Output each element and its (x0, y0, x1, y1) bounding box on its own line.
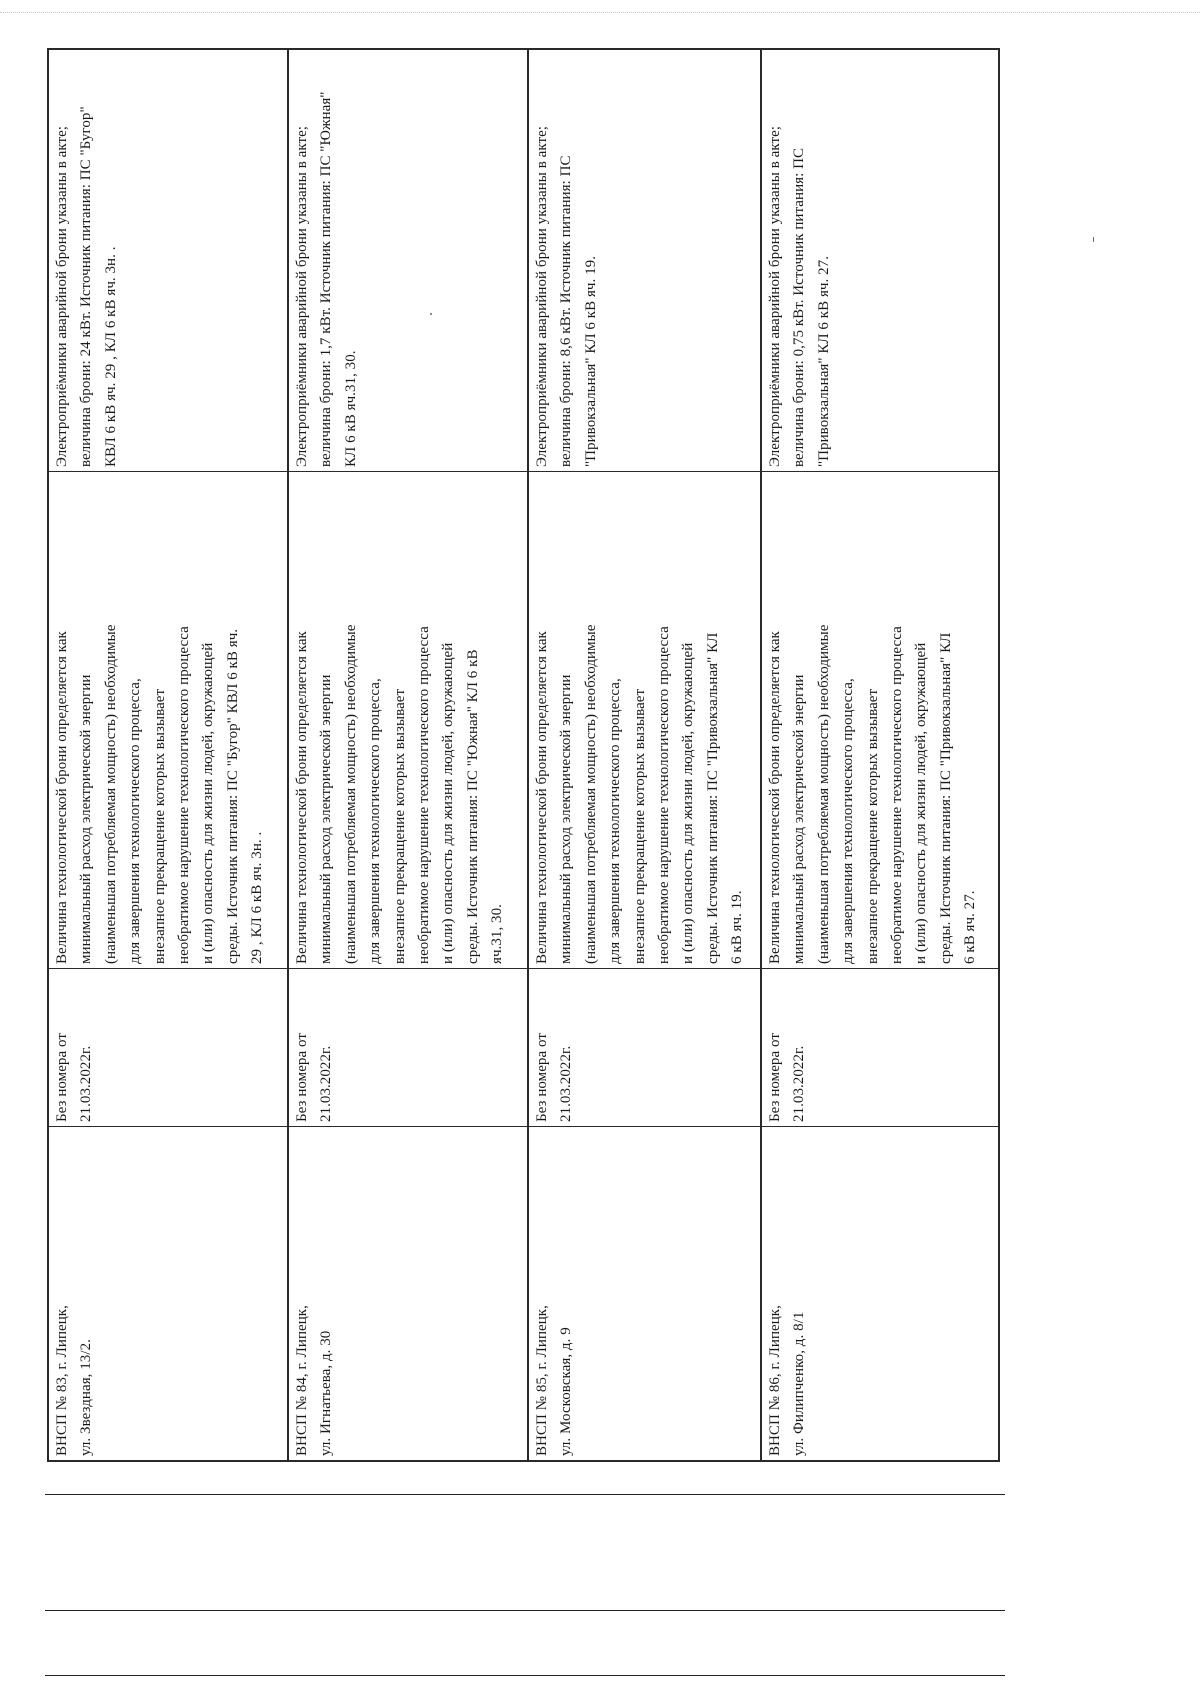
tech-reserve-text: Величина технологической брони определяется как минимальный расход электрической энергии (наименьшая потребляемая мощность) необходимые для завершения технологического процесса, внезапное прекращение которых вызывает необратимое нарушение технологического процесса и (или) опасность для жизни людей, окружающей среды. Источник питания: ПС "Бугор" КВЛ 6 кВ яч. 29 , КЛ 6 кВ яч. 3н. . (54, 624, 266, 964)
scan-edge-line (0, 12, 1200, 13)
signature-line (45, 1675, 1005, 1676)
object-cell (289, 1126, 527, 1460)
table-row (529, 50, 760, 1460)
act-text: Без номера от 21.03.2022г. (767, 1033, 808, 1122)
emergency-reserve-text: Электроприёмники аварийной брони указаны в акте; величина брони: 1,7 кВт. Источник питания: ПС "Южная" КЛ 6 кВ яч.31, 30. (294, 91, 359, 467)
act-cell (529, 968, 760, 1126)
object-cell (762, 1126, 998, 1460)
act-text: Без номера от 21.03.2022г. (54, 1033, 95, 1122)
scan-speck (1093, 237, 1094, 242)
tech-reserve-text: Величина технологической брони определяется как минимальный расход электрической энергии (наименьшая потребляемая мощность) необходимые для завершения технологического процесса, внезапное прекращение которых вызывает необратимое нарушение технологического процесса и (или) опасность для жизни людей, окружающей среды. Источник питания: ПС "Привокзальная" КЛ 6 кВ яч. 19. (534, 624, 746, 964)
act-cell (49, 968, 287, 1126)
scan-speck (430, 313, 432, 315)
act-cell (762, 968, 998, 1126)
act-cell (289, 968, 527, 1126)
emergency-reserve-text: Электроприёмники аварийной брони указаны в акте; величина брони: 8,6 кВт. Источник питания: ПС "Привокзальная" КЛ 6 кВ яч. 19. (534, 125, 599, 467)
emergency-reserve-cell (762, 50, 998, 471)
object-cell (529, 1126, 760, 1460)
table-row (289, 50, 527, 1460)
object-cell (49, 1126, 287, 1460)
object-text: ВНСП № 85, г. Липецк, ул. Московская, д. 9 (534, 1305, 575, 1456)
tech-reserve-text: Величина технологической брони определяется как минимальный расход электрической энергии (наименьшая потребляемая мощность) необходимые для завершения технологического процесса, внезапное прекращение которых вызывает необратимое нарушение технологического процесса и (или) опасность для жизни людей, окружающей среды. Источник питания: ПС "Южная" КЛ 6 кВ яч.31, 30. (294, 624, 506, 964)
emergency-reserve-cell (529, 50, 760, 471)
signature-line (45, 1494, 1005, 1495)
tech-reserve-cell (762, 471, 998, 968)
object-text: ВНСП № 83, г. Липецк, ул. Звездная, 13/2. (54, 1305, 95, 1456)
emergency-reserve-text: Электроприёмники аварийной брони указаны в акте; величина брони: 24 кВт. Источник питания: ПС "Бугор" КВЛ 6 кВ яч. 29 , КЛ 6 кВ яч. 3н. . (54, 106, 119, 467)
act-text: Без номера от 21.03.2022г. (294, 1033, 335, 1122)
emergency-reserve-text: Электроприёмники аварийной брони указаны в акте; величина брони: 0,75 кВт. Источник питания: ПС "Привокзальная" КЛ 6 кВ яч. 27. (767, 125, 832, 467)
act-text: Без номера от 21.03.2022г. (534, 1033, 575, 1122)
table-row (762, 50, 998, 1460)
object-text: ВНСП № 86, г. Липецк, ул. Филипченко, д. 8/1 (767, 1305, 808, 1456)
tech-reserve-text: Величина технологической брони определяется как минимальный расход электрической энергии (наименьшая потребляемая мощность) необходимые для завершения технологического процесса, внезапное прекращение которых вызывает необратимое нарушение технологического процесса и (или) опасность для жизни людей, окружающей среды. Источник питания: ПС "Привокзальная" КЛ 6 кВ яч. 27. (767, 624, 979, 964)
emergency-reserve-cell (49, 50, 287, 471)
tech-reserve-cell (289, 471, 527, 968)
signature-line (45, 1610, 1005, 1611)
object-text: ВНСП № 84, г. Липецк, ул. Игнатьева, д. 30 (294, 1305, 335, 1456)
emergency-reserve-cell (289, 50, 527, 471)
table-row (49, 50, 287, 1460)
tech-reserve-cell (49, 471, 287, 968)
tech-reserve-cell (529, 471, 760, 968)
reserve-table (47, 48, 1000, 1462)
